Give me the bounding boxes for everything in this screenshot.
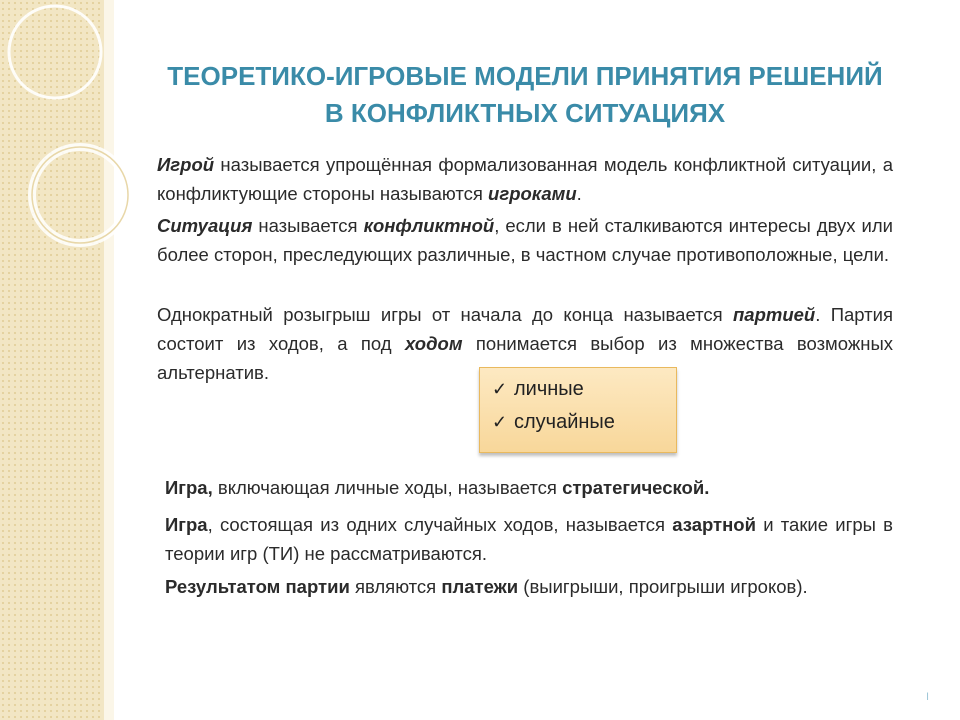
slide-number: I [926,691,930,703]
move-type-item [492,411,615,434]
text: , если в ней сталкиваются интересы двух или более сторон, преследующих различные, в частном случае противоположные, цели. [157,215,893,265]
term-game: Игра [165,514,208,535]
slide-title-line2: В КОНФЛИКТНЫХ СИТУАЦИЯХ [324,98,726,128]
text: и такие игры в теории игр (ТИ) не рассматриваются. [165,514,893,564]
text: . Партия состоит из ходов, а под [157,304,893,354]
move-types-box [479,367,677,453]
move-type-label: личные [514,378,584,400]
term-strategic: стратегической. [562,477,710,498]
text: Однократный розыгрыш игры от начала до конца называется [157,304,733,325]
definition-payments [165,572,893,601]
text: включающая личные ходы, называется [212,477,563,498]
term-situation: Ситуация [157,215,253,236]
text: называется [252,215,364,236]
move-type-item [492,378,584,401]
definition-strategic [165,473,893,502]
term-party: партией [732,304,816,325]
text: являются [349,576,442,597]
term-conflict: конфликтной [363,215,495,236]
checkmark-icon: ✓ [492,379,508,399]
term-move: ходом [404,333,463,354]
definition-situation [157,211,893,269]
text: называется упрощённая формализованная модель конфликтной ситуации, а конфликтующие стороны называются [157,154,893,204]
definition-game [157,150,893,208]
slide-title [140,58,910,132]
definition-gambling [165,510,893,568]
text: понимается выбор из множества возможных альтернатив. [157,333,893,383]
checkmark-icon: ✓ [492,412,508,432]
term-players: игроками [488,183,577,204]
text: (выигрыши, проигрыши игроков). [518,576,808,597]
term-result: Результатом партии [165,576,350,597]
term-game: Игрой [157,154,215,175]
decorative-rings [0,0,130,260]
move-type-label: случайные [514,411,615,433]
text: , состоящая из одних случайных ходов, называется [207,514,673,535]
text: . [576,183,582,204]
term-payments: платежи [441,576,519,597]
term-game: Игра, [165,477,213,498]
term-gambling: азартной [672,514,756,535]
slide-title-line1: ТЕОРЕТИКО-ИГРОВЫЕ МОДЕЛИ ПРИНЯТИЯ РЕШЕНИЙ [167,61,883,91]
